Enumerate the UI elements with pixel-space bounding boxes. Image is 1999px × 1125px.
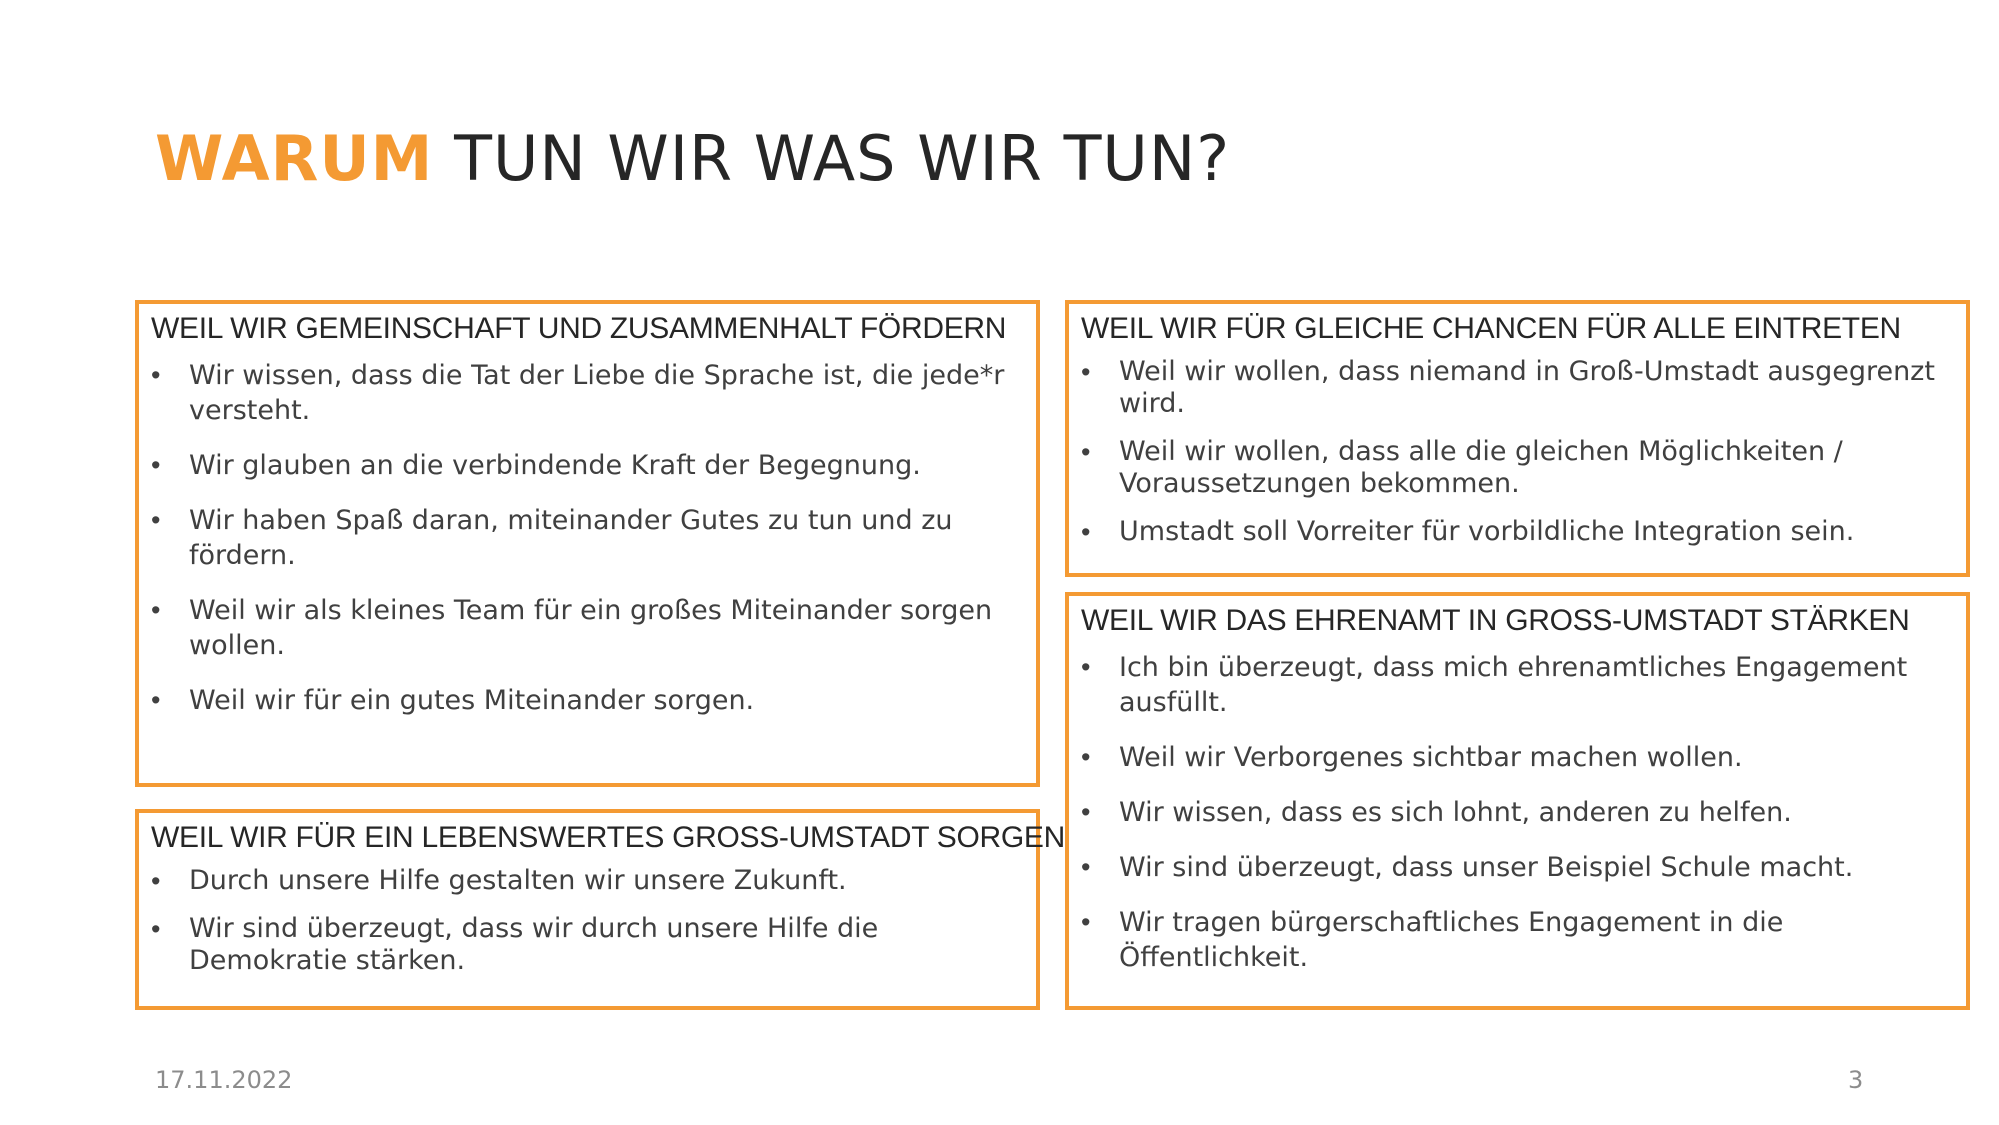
box-heading: WEIL WIR FÜR GLEICHE CHANCEN FÜR ALLE EINTRETEN — [1081, 312, 1901, 345]
box-heading: WEIL WIR DAS EHRENAMT IN GROSS-UMSTADT STÄRKEN — [1081, 604, 1910, 637]
list-item: • Wir tragen bürgerschaftliches Engagement in die Öffentlichkeit. — [1081, 905, 1952, 975]
title-rest: TUN WIR WAS WIR TUN? — [433, 122, 1231, 195]
bullet-list — [151, 358, 1022, 718]
list-item: • Wir sind überzeugt, dass unser Beispiel Schule macht. — [1081, 850, 1952, 885]
box-ehrenamt — [1065, 592, 1970, 1010]
list-item: • Wir glauben an die verbindende Kraft der Begegnung. — [151, 448, 1022, 483]
footer-date: 17.11.2022 — [155, 1066, 293, 1094]
box-heading: WEIL WIR GEMEINSCHAFT UND ZUSAMMENHALT FÖRDERN — [151, 312, 1007, 345]
list-item: • Wir sind überzeugt, dass wir durch unsere Hilfe die Demokratie stärken. — [151, 913, 1022, 977]
slide-title — [155, 122, 1231, 195]
bullet-list — [1081, 356, 1952, 548]
bullet-list — [1081, 650, 1952, 975]
list-item: • Weil wir Verborgenes sichtbar machen wollen. — [1081, 740, 1952, 775]
list-item: • Weil wir wollen, dass niemand in Groß-Umstadt ausgegrenzt wird. — [1081, 356, 1952, 420]
list-item: • Wir wissen, dass die Tat der Liebe die Sprache ist, die jede*r versteht. — [151, 358, 1022, 428]
list-item: • Wir wissen, dass es sich lohnt, anderen zu helfen. — [1081, 795, 1952, 830]
title-accent-word: WARUM — [155, 122, 434, 195]
box-lebenswert — [135, 809, 1065, 1010]
box-gemeinschaft — [135, 300, 1040, 787]
box-chancen — [1065, 300, 1970, 577]
list-item: • Durch unsere Hilfe gestalten wir unsere Zukunft. — [151, 865, 1022, 897]
bullet-list — [151, 865, 1022, 977]
list-item: • Weil wir als kleines Team für ein großes Miteinander sorgen wollen. — [151, 593, 1022, 663]
list-item: • Wir haben Spaß daran, miteinander Gutes zu tun und zu fördern. — [151, 503, 1022, 573]
box-heading: WEIL WIR FÜR EIN LEBENSWERTES GROSS-UMSTADT SORGEN — [151, 821, 1065, 854]
page-number: 3 — [1848, 1066, 1864, 1094]
list-item: • Umstadt soll Vorreiter für vorbildliche Integration sein. — [1081, 516, 1952, 548]
list-item: • Weil wir wollen, dass alle die gleichen Möglichkeiten / Voraussetzungen bekommen. — [1081, 436, 1952, 500]
list-item: • Ich bin überzeugt, dass mich ehrenamtliches Engagement ausfüllt. — [1081, 650, 1952, 720]
list-item: • Weil wir für ein gutes Miteinander sorgen. — [151, 683, 1022, 718]
